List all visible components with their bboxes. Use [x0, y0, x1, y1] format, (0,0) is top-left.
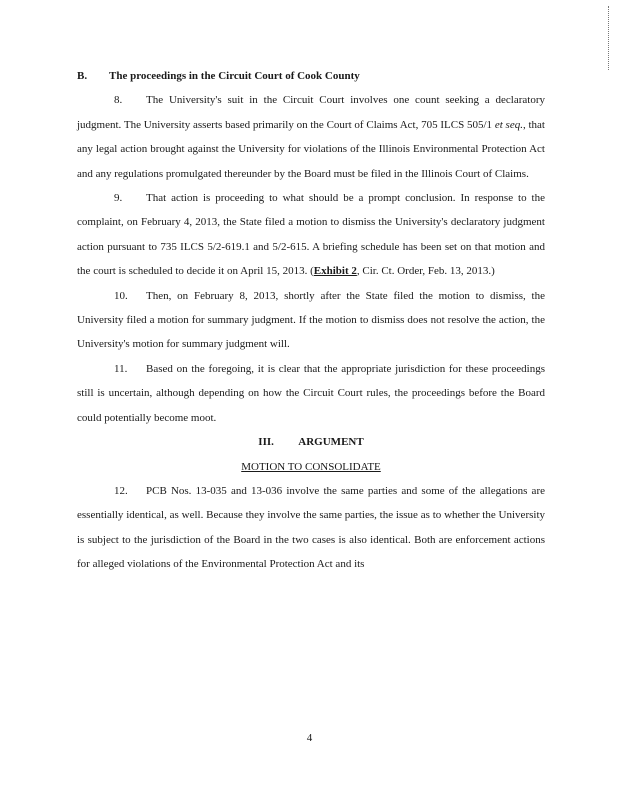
paragraph-text: , that any legal action brought against the University for violations of the Illinois Environmental Protection Act and any regulations promulgated thereunder by the Board must be filed in the Illinois Court of Claims. — [77, 118, 545, 180]
paragraph-text: The University's suit in the Circuit Court involves one count seeking a declaratory judgment. The University asserts based primarily on the Court of Claims Act, 705 ILCS 505/1 — [77, 94, 545, 131]
section-title-text: ARGUMENT — [298, 436, 364, 449]
paragraph-9 — [77, 186, 545, 284]
heading-text: The proceedings in the Circuit Court of Cook County — [109, 70, 360, 82]
paragraph-11 — [77, 357, 545, 430]
paragraph-8 — [77, 88, 545, 186]
paragraph-number: 8. — [114, 94, 123, 107]
paragraph-text: That action is proceeding to what should be a prompt conclusion. In response to the complaint, on February 4, 2013, the State filed a motion to dismiss the University's declaratory judgment action pursuant to 735 ILCS 5/2-619.1 and 5/2-615. A briefing schedule has been set on that motion and the court is scheduled to decide it on April 15, 2013. ( — [77, 192, 545, 278]
paragraph-text: Based on the foregoing, it is clear that the appropriate jurisdiction for these proceedings still is uncertain, although depending on how the Circuit Court rules, the proceedings before the Board could potentially become moot. — [77, 362, 545, 424]
section-roman: III. — [258, 436, 274, 449]
subheading-motion: MOTION TO CONSOLIDATE — [241, 460, 381, 473]
exhibit-reference: Exhibit 2 — [313, 265, 357, 278]
section-heading-b — [77, 64, 545, 88]
paragraph-text: , Cir. Ct. Order, Feb. 13, 2013.) — [356, 265, 495, 278]
paragraph-number: 9. — [114, 192, 123, 205]
page-number: 4 — [306, 732, 313, 744]
heading-letter: B. — [77, 70, 88, 82]
paragraph-number: 10. — [114, 289, 128, 302]
scan-margin-mark — [608, 6, 611, 70]
paragraph-12 — [77, 479, 545, 577]
paragraph-text: PCB Nos. 13-035 and 13-036 involve the same parties and some of the allegations are essentially identical, as well. Because they involve the same parties, the issue as to whether the University is subject to the jurisdiction of the Board in the two cases is also identical. Both are enforcement actions for alleged violations of the Environmental Protection Act and its — [77, 484, 545, 571]
section-title-argument — [77, 430, 545, 454]
paragraph-10 — [77, 284, 545, 357]
document-body — [77, 64, 545, 577]
paragraph-number: 11. — [114, 362, 128, 375]
paragraph-number: 12. — [114, 484, 128, 497]
emphasis-et-seq: et seq. — [494, 118, 523, 131]
paragraph-text: Then, on February 8, 2013, shortly after the State filed the motion to dismiss, the University filed a motion for summary judgment. If the motion to dismiss does not resolve the action, the University's motion for summary judgment will. — [77, 289, 545, 351]
